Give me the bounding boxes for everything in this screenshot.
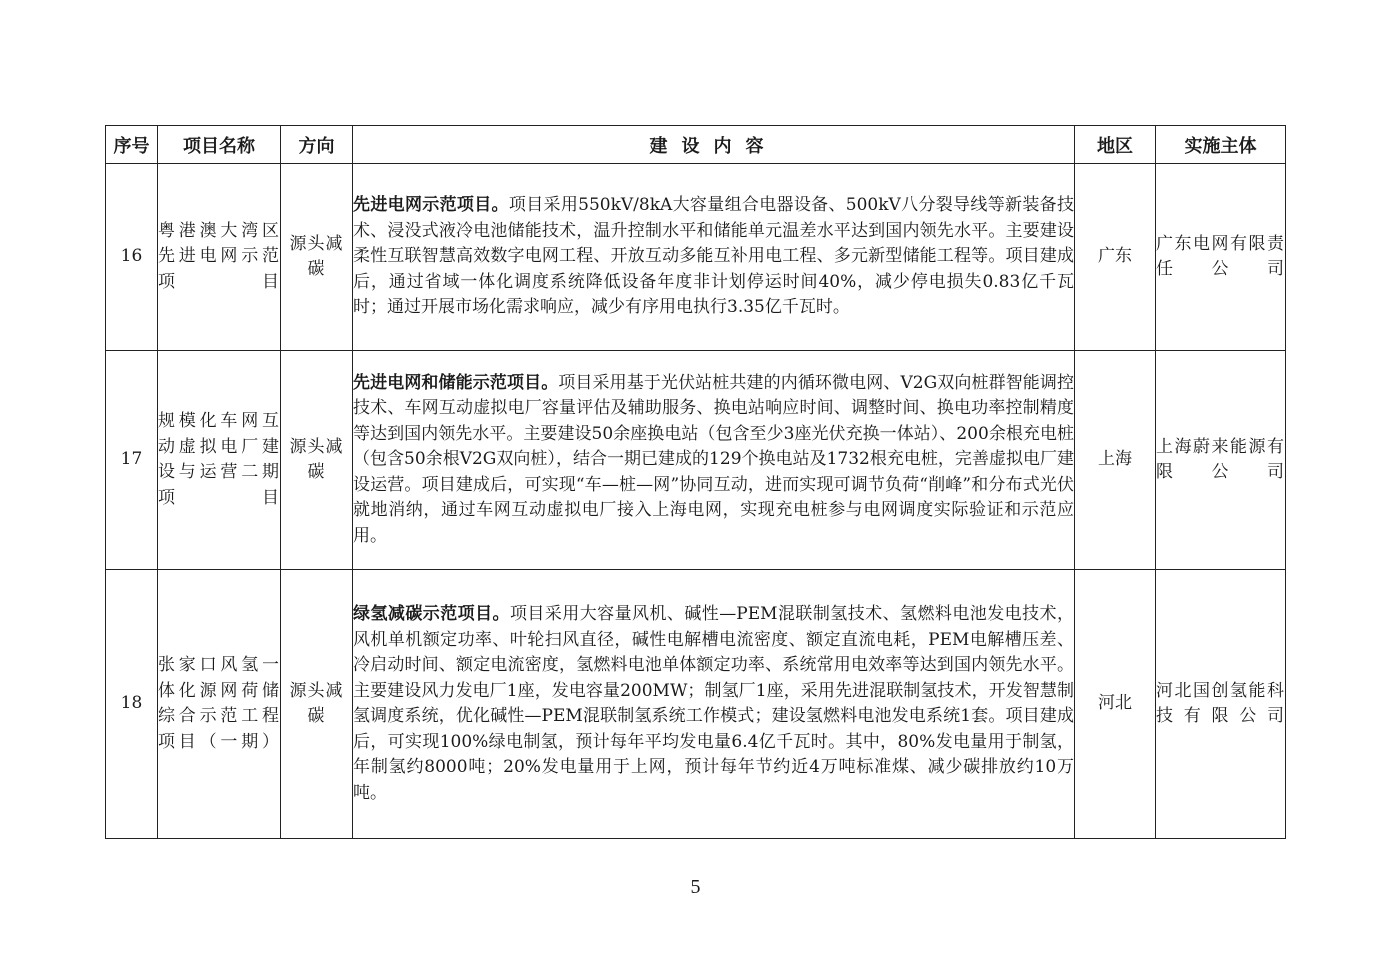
project-direction: 源头减碳	[281, 164, 353, 351]
project-region: 河北	[1075, 570, 1156, 839]
table-header	[106, 126, 1286, 164]
content-lead: 先进电网和储能示范项目。	[353, 372, 559, 393]
content-lead: 绿氢减碳示范项目。	[353, 604, 510, 624]
project-region: 广东	[1075, 164, 1156, 351]
project-entity: 河北国创氢能科技有限公司	[1156, 570, 1286, 839]
table-row	[106, 570, 1286, 839]
row-number: 17	[106, 351, 158, 570]
project-direction: 源头减碳	[281, 570, 353, 839]
project-table	[105, 125, 1286, 839]
header-no: 序号	[106, 126, 158, 164]
table-row	[106, 351, 1286, 570]
page-number: 5	[690, 876, 701, 898]
row-number: 16	[106, 164, 158, 351]
header-entity: 实施主体	[1156, 126, 1286, 164]
project-content	[353, 164, 1075, 351]
header-content: 建设内容	[353, 126, 1075, 164]
project-name: 规模化车网互动虚拟电厂建设与运营二期项目	[158, 351, 281, 570]
header-row	[106, 126, 1286, 164]
table-body	[106, 164, 1286, 839]
row-number: 18	[106, 570, 158, 839]
project-name: 张家口风氢一体化源网荷储综合示范工程项目（一期）	[158, 570, 281, 839]
project-entity: 广东电网有限责任公司	[1156, 164, 1286, 351]
content-lead: 先进电网示范项目。	[353, 195, 509, 216]
content-body: 项目采用550kV/8kA大容量组合电器设备、500kV八分裂导线等新装备技术、浸没式液冷电池储能技术，温升控制水平和储能单元温差水平达到国内领先水平。主要建设柔性互联智慧高效数字电网工程、开放互动多能互补用电工程、多元新型储能工程等。项目建成后，通过省域一体化调度系统降低设备年度非计划停运时间40%，减少停电损失0.83亿千瓦时；通过开展市场化需求响应，减少有序用电执行3.35亿千瓦时。	[353, 195, 1074, 318]
project-name: 粤港澳大湾区先进电网示范项目	[158, 164, 281, 351]
project-direction: 源头减碳	[281, 351, 353, 570]
content-body: 项目采用大容量风机、碱性—PEM混联制氢技术、氢燃料电池发电技术，风机单机额定功率、叶轮扫风直径，碱性电解槽电流密度、额定直流电耗，PEM电解槽压差、冷启动时间、额定电流密度，氢燃料电池单体额定功率、系统常用电效率等达到国内领先水平。主要建设风力发电厂1座，发电容量200MW；制氢厂1座，采用先进混联制氢技术，开发智慧制氢调度系统，优化碱性—PEM混联制氢系统工作模式；建设氢燃料电池发电系统1套。项目建成后，可实现100%绿电制氢，预计每年平均发电量6.4亿千瓦时。其中，80%发电量用于制氢，年制氢约8000吨；20%发电量用于上网，预计每年节约近4万吨标准煤、减少碳排放约10万吨。	[353, 604, 1074, 803]
header-direction: 方向	[281, 126, 353, 164]
project-content	[353, 351, 1075, 570]
header-region: 地区	[1075, 126, 1156, 164]
project-content	[353, 570, 1075, 839]
project-entity: 上海蔚来能源有限公司	[1156, 351, 1286, 570]
project-region: 上海	[1075, 351, 1156, 570]
content-body: 项目采用基于光伏站桩共建的内循环微电网、V2G双向桩群智能调控技术、车网互动虚拟电厂容量评估及辅助服务、换电站响应时间、调整时间、换电功率控制精度等达到国内领先水平。主要建设50余座换电站（包含至少3座光伏充换一体站）、200余根充电桩（包含50余根V2G双向桩），结合一期已建成的129个换电站及1732根充电桩，完善虚拟电厂建设运营。项目建成后，可实现“车—桩—网”协同互动，进而实现可调节负荷“削峰”和分布式光伏就地消纳，通过车网互动虚拟电厂接入上海电网，实现充电桩参与电网调度实际验证和示范应用。	[353, 372, 1075, 546]
table-row	[106, 164, 1286, 351]
header-name: 项目名称	[158, 126, 281, 164]
